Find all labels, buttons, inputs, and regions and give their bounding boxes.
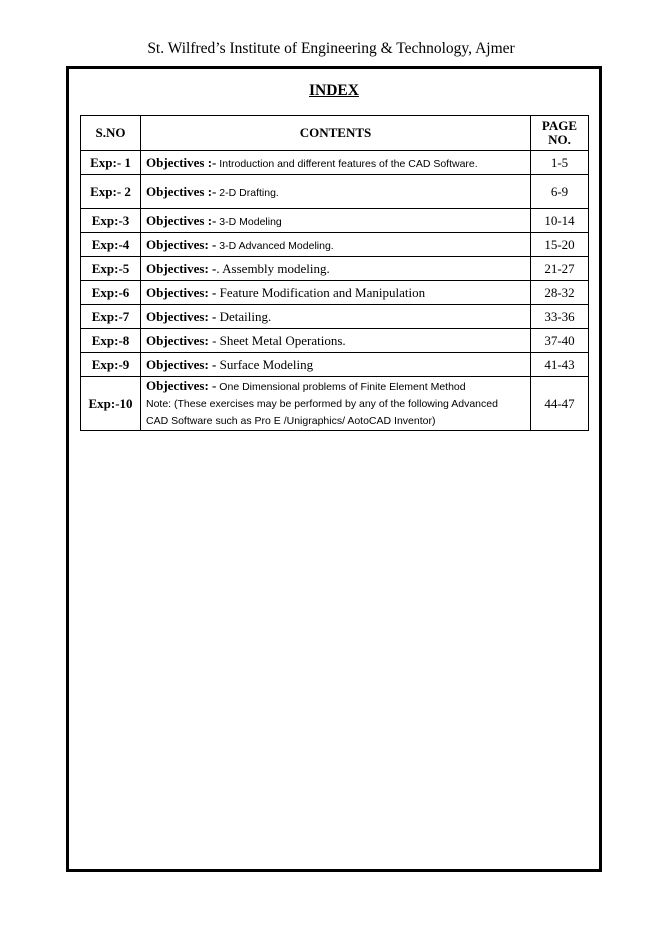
row-pages: 37-40	[531, 329, 589, 353]
row-content: Objectives: - Sheet Metal Operations.	[141, 329, 531, 353]
table-row	[81, 281, 589, 305]
row-sno: Exp:- 1	[81, 151, 141, 175]
row-pages: 28-32	[531, 281, 589, 305]
row-content: Objectives: - Feature Modification and Manipulation	[141, 281, 531, 305]
table-row	[81, 329, 589, 353]
page-frame	[66, 66, 602, 872]
row-sno: Exp:-5	[81, 257, 141, 281]
row-note-line: Note: (These exercises may be performed by any of the following Advanced	[146, 398, 498, 410]
page-header: St. Wilfred’s Institute of Engineering & Technology, Ajmer	[147, 40, 515, 57]
table-row	[81, 151, 589, 175]
table-row	[81, 353, 589, 377]
row-pages: 41-43	[531, 353, 589, 377]
row-content: Objectives: - One Dimensional problems of Finite Element Method Note: (These exercises may be performed by any of the following Advanced CAD Software such as Pro E /Unigraphics/ AotoCAD Inventor)	[141, 377, 531, 431]
row-sno: Exp:-10	[81, 377, 141, 431]
row-content: Objectives: - Detailing.	[141, 305, 531, 329]
row-sno: Exp:-6	[81, 281, 141, 305]
row-content: Objectives :- 2-D Drafting.	[141, 175, 531, 209]
row-content: Objectives :- 3-D Modeling	[141, 209, 531, 233]
row-content: Objectives: - Surface Modeling	[141, 353, 531, 377]
index-title: INDEX	[309, 82, 359, 99]
row-pages: 1-5	[531, 151, 589, 175]
table-row	[81, 377, 589, 431]
row-sno: Exp:-7	[81, 305, 141, 329]
row-pages: 33-36	[531, 305, 589, 329]
column-header-sno: S.NO	[81, 116, 141, 151]
table-header-row	[81, 116, 589, 151]
row-pages: 44-47	[531, 377, 589, 431]
row-pages: 6-9	[531, 175, 589, 209]
index-table	[80, 115, 589, 431]
row-content: Objectives: - 3-D Advanced Modeling.	[141, 233, 531, 257]
table-row	[81, 233, 589, 257]
column-header-contents: CONTENTS	[141, 116, 531, 151]
table-row	[81, 175, 589, 209]
row-sno: Exp:-3	[81, 209, 141, 233]
row-sno: Exp:-4	[81, 233, 141, 257]
column-header-page: PAGE NO.	[531, 116, 589, 151]
row-pages: 21-27	[531, 257, 589, 281]
row-sno: Exp:-9	[81, 353, 141, 377]
row-content: Objectives: -. Assembly modeling.	[141, 257, 531, 281]
table-row	[81, 257, 589, 281]
row-pages: 10-14	[531, 209, 589, 233]
row-sno: Exp:- 2	[81, 175, 141, 209]
row-sno: Exp:-8	[81, 329, 141, 353]
row-content: Objectives :- Introduction and different features of the CAD Software.	[141, 151, 531, 175]
row-pages: 15-20	[531, 233, 589, 257]
table-row	[81, 305, 589, 329]
table-row	[81, 209, 589, 233]
row-note-line: CAD Software such as Pro E /Unigraphics/ AotoCAD Inventor)	[146, 415, 436, 427]
